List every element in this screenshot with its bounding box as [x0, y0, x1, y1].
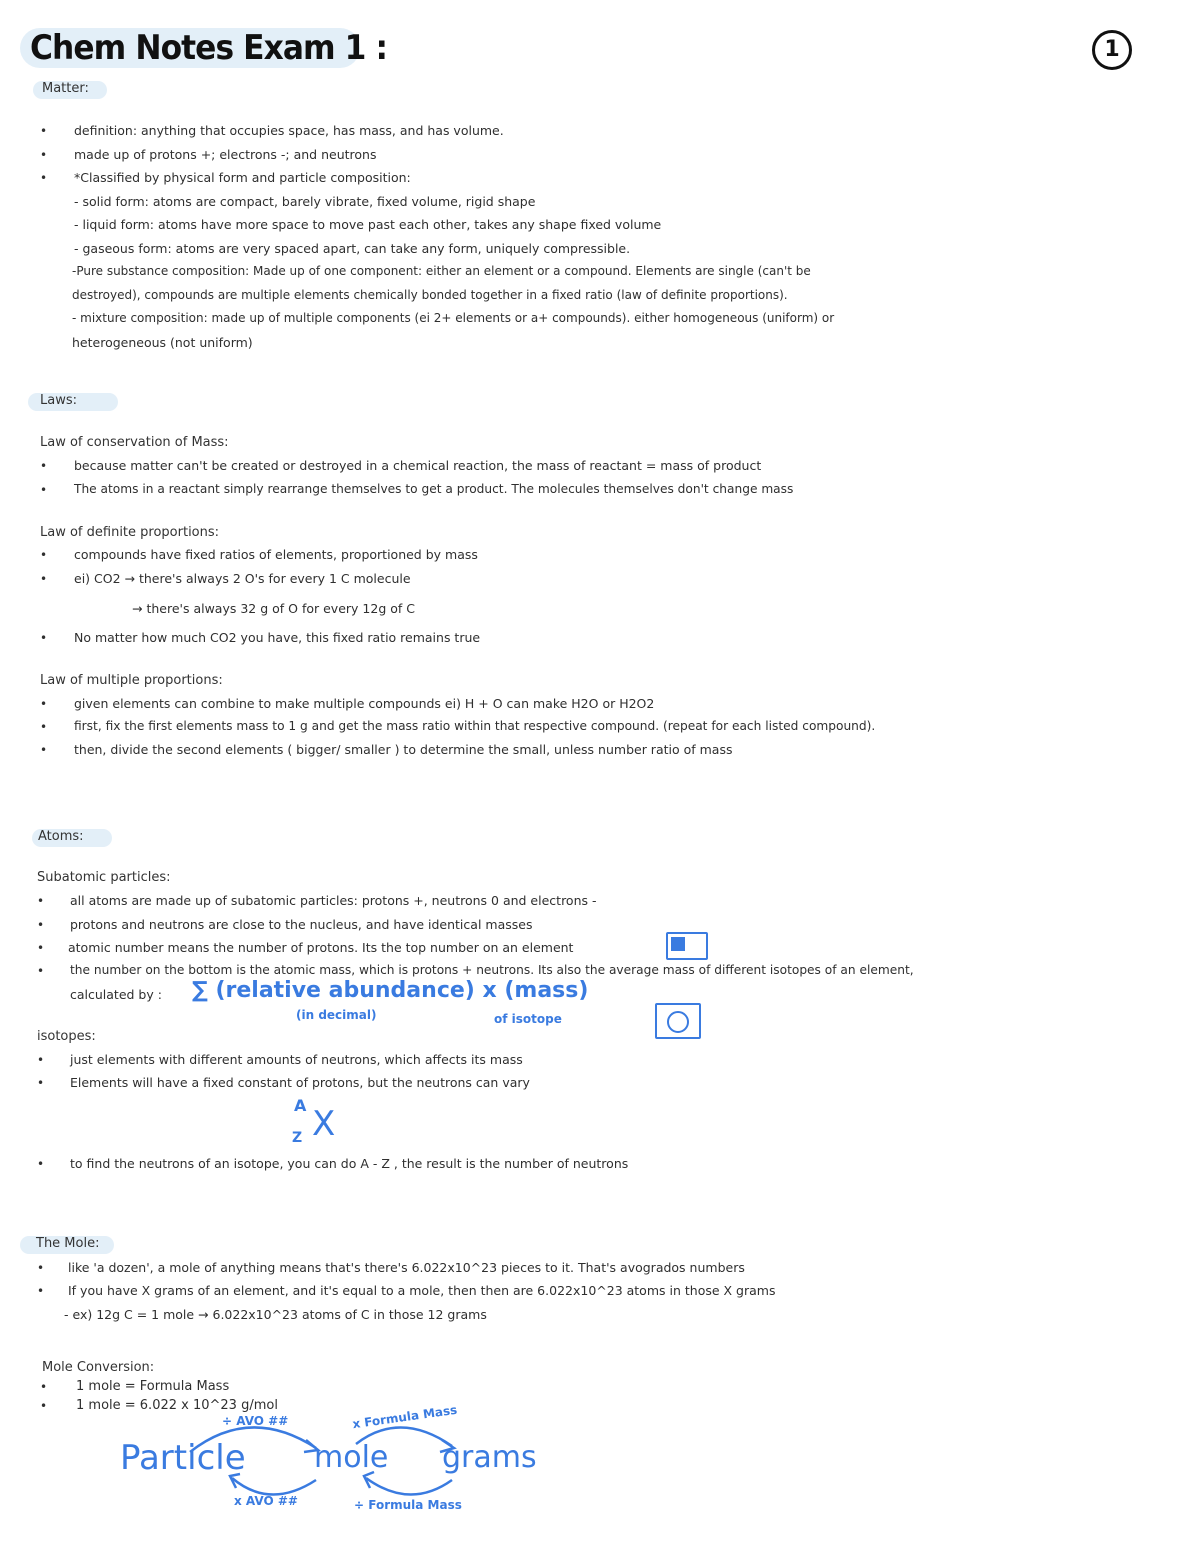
page-title: Chem Notes Exam 1 :	[30, 28, 388, 68]
multiple-bullet-1: given elements can combine to make multiple compounds ei) H + O can make H2O or H2O2	[74, 696, 655, 711]
formula-sub-decimal: (in decimal)	[296, 1008, 377, 1022]
bullet: •	[40, 572, 48, 586]
definite-bullet-3: No matter how much CO2 you have, this fixed ratio remains true	[74, 630, 481, 645]
bullet: •	[40, 124, 48, 138]
diagram-mole: mole	[314, 1440, 389, 1475]
conservation-bullet-1: because matter can't be created or destroyed in a chemical reaction, the mass of reactant = mass of product	[74, 458, 762, 473]
conversion-heading: Mole Conversion:	[42, 1360, 155, 1375]
matter-sub-1: - solid form: atoms are compact, barely vibrate, fixed volume, rigid shape	[74, 194, 536, 209]
diagram-bottom-right: ÷ Formula Mass	[354, 1498, 462, 1512]
bullet: •	[37, 918, 45, 932]
diagram-top-right: x Formula Mass	[351, 1402, 459, 1432]
subatomic-heading: Subatomic particles:	[37, 870, 171, 885]
diagram-grams: grams	[442, 1440, 537, 1475]
diagram-top-left: ÷ AVO ##	[222, 1414, 289, 1428]
bullet: •	[40, 720, 48, 734]
isotope-bullet-1: just elements with different amounts of neutrons, which affects its mass	[70, 1052, 523, 1067]
matter-bullet-1: definition: anything that occupies space, has mass, and has volume.	[74, 123, 504, 138]
multiple-bullet-2: first, fix the first elements mass to 1 g and get the mass ratio within that respective compound. (repeat for each listed compound).	[74, 719, 876, 733]
bullet: •	[40, 171, 48, 185]
arrow-mole-to-particle	[232, 1478, 316, 1495]
definite-bullet-2: ei) CO2 → there's always 2 O's for every 1 C molecule	[74, 571, 411, 586]
isotopes-heading: isotopes:	[37, 1029, 96, 1044]
bullet: •	[40, 743, 48, 757]
calc-line: calculated by :	[70, 987, 162, 1002]
bullet: •	[40, 697, 48, 711]
conversion-bullet-2: 1 mole = 6.022 x 10^23 g/mol	[76, 1398, 278, 1413]
matter-sub-6: - mixture composition: made up of multiple components (ei 2+ elements or a+ compounds). either homogeneous (uniform) or	[72, 311, 835, 325]
bullet: •	[37, 1261, 45, 1275]
bullet: •	[40, 148, 48, 162]
bullet: •	[40, 459, 48, 473]
bullet: •	[37, 894, 45, 908]
definite-bullet-1: compounds have fixed ratios of elements, proportioned by mass	[74, 547, 478, 562]
bullet: •	[40, 1399, 48, 1413]
bullet: •	[37, 1157, 45, 1171]
bullet: •	[37, 941, 45, 955]
matter-sub-4: -Pure substance composition: Made up of one component: either an element or a compound. Elements are single (can't be	[72, 264, 811, 278]
conservation-bullet-2: The atoms in a reactant simply rearrange themselves to get a product. The molecules themselves don't change mass	[74, 482, 794, 496]
atoms-bullet-4: the number on the bottom is the atomic mass, which is protons + neutrons. Its also the average mass of different isotopes of an element,	[70, 963, 914, 977]
mole-example: - ex) 12g C = 1 mole → 6.022x10^23 atoms of C in those 12 grams	[64, 1307, 487, 1322]
bullet: •	[37, 964, 45, 978]
matter-sub-3: - gaseous form: atoms are very spaced apart, can take any form, uniquely compressible.	[74, 241, 631, 256]
multiple-heading: Law of multiple proportions:	[40, 673, 223, 688]
atoms-bullet-1: all atoms are made up of subatomic particles: protons +, neutrons 0 and electrons -	[70, 893, 597, 908]
matter-sub-2: - liquid form: atoms have more space to move past each other, takes any shape fixed volume	[74, 217, 662, 232]
multiple-bullet-3: then, divide the second elements ( bigger/ smaller ) to determine the small, unless number ratio of mass	[74, 742, 733, 757]
conversion-bullet-1: 1 mole = Formula Mass	[76, 1379, 230, 1394]
atoms-bullet-2: protons and neutrons are close to the nucleus, and have identical masses	[70, 917, 533, 932]
matter-sub-5: destroyed), compounds are multiple elements chemically bonded together in a fixed ratio (law of definite proportions).	[72, 288, 788, 302]
definite-indent: → there's always 32 g of O for every 12g of C	[132, 601, 415, 616]
notation-z: Z	[292, 1130, 303, 1146]
matter-sub-7: heterogeneous (not uniform)	[72, 335, 253, 350]
abundance-formula: ∑ (relative abundance) x (mass)	[192, 978, 589, 1003]
formula-sub-isotope: of isotope	[494, 1012, 562, 1026]
matter-bullet-3: *Classified by physical form and particle composition:	[74, 170, 411, 185]
notation-x: X	[312, 1104, 336, 1144]
bullet: •	[37, 1284, 45, 1298]
matter-bullet-2: made up of protons +; electrons -; and neutrons	[74, 147, 377, 162]
bullet: •	[40, 1380, 48, 1394]
diagram-bottom-left: x AVO ##	[234, 1494, 298, 1508]
bullet: •	[40, 548, 48, 562]
definite-heading: Law of definite proportions:	[40, 525, 220, 540]
mole-heading: The Mole:	[36, 1236, 100, 1251]
isotope-bullet-2: Elements will have a fixed constant of protons, but the neutrons can vary	[70, 1075, 530, 1090]
bullet: •	[40, 483, 48, 497]
page-number: 1	[1092, 30, 1132, 70]
laws-heading: Laws:	[40, 393, 77, 408]
arrow-grams-to-mole	[366, 1478, 452, 1495]
atoms-heading: Atoms:	[38, 829, 84, 844]
bullet: •	[37, 1053, 45, 1067]
bullet: •	[37, 1076, 45, 1090]
isotope-last: to find the neutrons of an isotope, you can do A - Z , the result is the number of neutrons	[70, 1156, 629, 1171]
mole-bullet-1: like 'a dozen', a mole of anything means that's there's 6.022x10^23 pieces to it. That's avogrados numbers	[68, 1260, 745, 1275]
notation-a: A	[294, 1096, 307, 1115]
conservation-heading: Law of conservation of Mass:	[40, 435, 229, 450]
bullet: •	[40, 631, 48, 645]
atoms-bullet-3: atomic number means the number of protons. Its the top number on an element	[68, 940, 574, 955]
matter-heading: Matter:	[42, 81, 89, 96]
diagram-particle: Particle	[120, 1438, 246, 1478]
mole-bullet-2: If you have X grams of an element, and it's equal to a mole, then then are 6.022x10^23 atoms in those X grams	[68, 1283, 776, 1298]
